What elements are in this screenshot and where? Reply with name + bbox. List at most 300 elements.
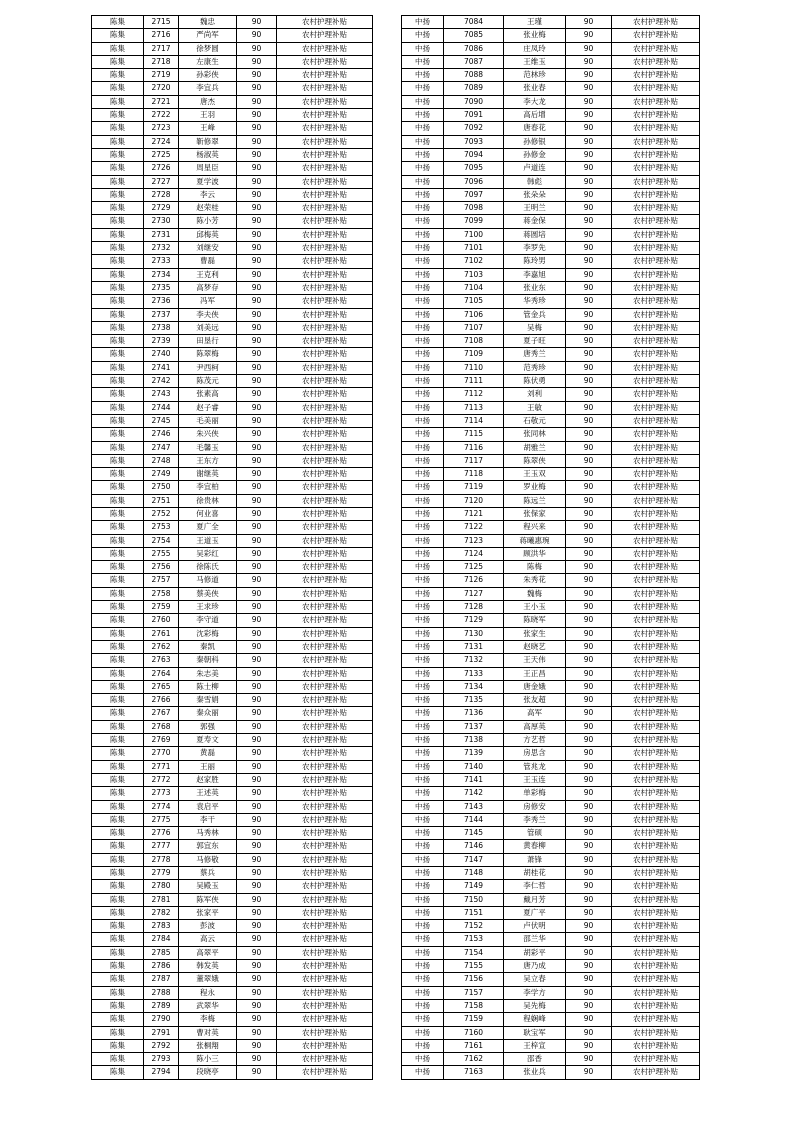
amount-cell: 90 (566, 734, 612, 747)
town-cell: 陈集 (92, 228, 144, 241)
subsidy-cell: 农村护理补贴 (277, 999, 373, 1012)
id-cell: 7098 (444, 202, 504, 215)
id-cell: 2716 (144, 29, 179, 42)
id-cell: 7159 (444, 1013, 504, 1026)
name-cell: 李梅 (179, 1013, 237, 1026)
town-cell: 中扬 (402, 335, 444, 348)
town-cell: 中扬 (402, 122, 444, 135)
table-row (402, 281, 700, 294)
subsidy-cell: 农村护理补贴 (612, 827, 700, 840)
town-cell: 中扬 (402, 800, 444, 813)
id-cell: 2745 (144, 414, 179, 427)
subsidy-cell: 农村护理补贴 (277, 414, 373, 427)
amount-cell: 90 (566, 787, 612, 800)
table-row (402, 428, 700, 441)
subsidy-cell: 农村护理补贴 (277, 268, 373, 281)
town-cell: 中扬 (402, 428, 444, 441)
table-row (92, 1026, 373, 1039)
amount-cell: 90 (566, 694, 612, 707)
table-row (92, 547, 373, 560)
id-cell: 7111 (444, 375, 504, 388)
id-cell: 2791 (144, 1026, 179, 1039)
table-row (92, 507, 373, 520)
town-cell: 陈集 (92, 561, 144, 574)
subsidy-cell: 农村护理补贴 (277, 215, 373, 228)
subsidy-cell: 农村护理补贴 (612, 1053, 700, 1066)
subsidy-cell: 农村护理补贴 (612, 880, 700, 893)
amount-cell: 90 (237, 640, 277, 653)
town-cell: 陈集 (92, 135, 144, 148)
subsidy-cell: 农村护理补贴 (612, 42, 700, 55)
name-cell: 张素高 (179, 388, 237, 401)
id-cell: 7125 (444, 561, 504, 574)
table-row (402, 694, 700, 707)
name-cell: 吴立春 (504, 973, 566, 986)
town-cell: 陈集 (92, 667, 144, 680)
name-cell: 周星臣 (179, 162, 237, 175)
amount-cell: 90 (237, 135, 277, 148)
id-cell: 7129 (444, 614, 504, 627)
subsidy-cell: 农村护理补贴 (277, 521, 373, 534)
id-cell: 2774 (144, 800, 179, 813)
town-cell: 中扬 (402, 1039, 444, 1052)
id-cell: 2737 (144, 308, 179, 321)
subsidy-cell: 农村护理补贴 (612, 188, 700, 201)
id-cell: 2718 (144, 55, 179, 68)
name-cell: 吴彩红 (179, 547, 237, 560)
amount-cell: 90 (566, 840, 612, 853)
town-cell: 中扬 (402, 920, 444, 933)
town-cell: 中扬 (402, 773, 444, 786)
table-row (402, 228, 700, 241)
amount-cell: 90 (566, 960, 612, 973)
amount-cell: 90 (566, 388, 612, 401)
name-cell: 陈玲男 (504, 255, 566, 268)
name-cell: 冯军 (179, 295, 237, 308)
name-cell: 武翠华 (179, 999, 237, 1012)
subsidy-cell: 农村护理补贴 (612, 441, 700, 454)
table-row (92, 986, 373, 999)
town-cell: 陈集 (92, 348, 144, 361)
town-cell: 陈集 (92, 335, 144, 348)
id-cell: 2785 (144, 946, 179, 959)
subsidy-cell: 农村护理补贴 (277, 148, 373, 161)
town-cell: 陈集 (92, 202, 144, 215)
table-row (92, 135, 373, 148)
table-row (402, 454, 700, 467)
subsidy-cell: 农村护理补贴 (277, 1013, 373, 1026)
subsidy-cell: 农村护理补贴 (277, 601, 373, 614)
name-cell: 陈翠梅 (179, 348, 237, 361)
subsidy-cell: 农村护理补贴 (277, 82, 373, 95)
name-cell: 刘利 (504, 388, 566, 401)
amount-cell: 90 (566, 55, 612, 68)
subsidy-cell: 农村护理补贴 (277, 734, 373, 747)
table-row (92, 428, 373, 441)
name-cell: 卢道连 (504, 162, 566, 175)
town-cell: 中扬 (402, 95, 444, 108)
subsidy-cell: 农村护理补贴 (277, 827, 373, 840)
subsidy-cell: 农村护理补贴 (612, 228, 700, 241)
name-cell: 王明兰 (504, 202, 566, 215)
amount-cell: 90 (237, 494, 277, 507)
subsidy-cell: 农村护理补贴 (612, 335, 700, 348)
name-cell: 程兴来 (504, 521, 566, 534)
name-cell: 王小玉 (504, 601, 566, 614)
town-cell: 陈集 (92, 468, 144, 481)
amount-cell: 90 (237, 148, 277, 161)
id-cell: 2722 (144, 109, 179, 122)
id-cell: 7147 (444, 853, 504, 866)
name-cell: 尹西柯 (179, 361, 237, 374)
table-row (402, 69, 700, 82)
table-row (92, 481, 373, 494)
amount-cell: 90 (237, 867, 277, 880)
town-cell: 陈集 (92, 720, 144, 733)
subsidy-cell: 农村护理补贴 (277, 534, 373, 547)
amount-cell: 90 (566, 920, 612, 933)
name-cell: 夏广全 (179, 521, 237, 534)
id-cell: 7163 (444, 1066, 504, 1079)
amount-cell: 90 (237, 827, 277, 840)
table-row (402, 481, 700, 494)
amount-cell: 90 (566, 827, 612, 840)
name-cell: 蔡兵 (179, 867, 237, 880)
amount-cell: 90 (237, 109, 277, 122)
amount-cell: 90 (237, 388, 277, 401)
amount-cell: 90 (237, 188, 277, 201)
table-row (92, 667, 373, 680)
amount-cell: 90 (237, 82, 277, 95)
id-cell: 2757 (144, 574, 179, 587)
name-cell: 顾洪华 (504, 547, 566, 560)
id-cell: 2724 (144, 135, 179, 148)
town-cell: 陈集 (92, 521, 144, 534)
name-cell: 韩彪 (504, 175, 566, 188)
table-row (402, 787, 700, 800)
subsidy-cell: 农村护理补贴 (612, 999, 700, 1012)
name-cell: 庄凤玲 (504, 42, 566, 55)
id-cell: 7096 (444, 175, 504, 188)
id-cell: 2779 (144, 867, 179, 880)
id-cell: 7157 (444, 986, 504, 999)
town-cell: 陈集 (92, 973, 144, 986)
subsidy-cell: 农村护理补贴 (612, 1013, 700, 1026)
table-row (402, 640, 700, 653)
subsidy-cell: 农村护理补贴 (277, 960, 373, 973)
id-cell: 7089 (444, 82, 504, 95)
town-cell: 陈集 (92, 654, 144, 667)
id-cell: 7113 (444, 401, 504, 414)
id-cell: 2732 (144, 242, 179, 255)
table-row (92, 534, 373, 547)
town-cell: 中扬 (402, 640, 444, 653)
table-row (92, 760, 373, 773)
table-row (402, 335, 700, 348)
table-row (92, 42, 373, 55)
town-cell: 陈集 (92, 55, 144, 68)
subsidy-cell: 农村护理补贴 (277, 640, 373, 653)
amount-cell: 90 (237, 175, 277, 188)
name-cell: 董翠娥 (179, 973, 237, 986)
subsidy-cell: 农村护理补贴 (612, 255, 700, 268)
amount-cell: 90 (237, 853, 277, 866)
name-cell: 耿宝军 (504, 1026, 566, 1039)
subsidy-cell: 农村护理补贴 (277, 800, 373, 813)
table-row (92, 787, 373, 800)
id-cell: 7132 (444, 654, 504, 667)
id-cell: 7124 (444, 547, 504, 560)
table-row (92, 82, 373, 95)
id-cell: 7140 (444, 760, 504, 773)
name-cell: 邱梅英 (179, 228, 237, 241)
amount-cell: 90 (566, 175, 612, 188)
table-row (402, 654, 700, 667)
table-row (92, 1013, 373, 1026)
id-cell: 2760 (144, 614, 179, 627)
name-cell: 方艺哲 (504, 734, 566, 747)
subsidy-cell: 农村护理补贴 (612, 29, 700, 42)
table-row (92, 388, 373, 401)
id-cell: 2766 (144, 694, 179, 707)
id-cell: 7155 (444, 960, 504, 973)
town-cell: 陈集 (92, 242, 144, 255)
town-cell: 陈集 (92, 587, 144, 600)
table-row (402, 255, 700, 268)
id-cell: 7084 (444, 16, 504, 29)
amount-cell: 90 (237, 428, 277, 441)
id-cell: 2792 (144, 1039, 179, 1052)
amount-cell: 90 (566, 946, 612, 959)
name-cell: 马秀林 (179, 827, 237, 840)
name-cell: 李罗先 (504, 242, 566, 255)
subsidy-cell: 农村护理补贴 (612, 547, 700, 560)
name-cell: 田垦行 (179, 335, 237, 348)
name-cell: 刘继安 (179, 242, 237, 255)
amount-cell: 90 (237, 680, 277, 693)
town-cell: 陈集 (92, 375, 144, 388)
table-row (92, 414, 373, 427)
name-cell: 李干 (179, 813, 237, 826)
town-cell: 陈集 (92, 1066, 144, 1079)
id-cell: 7117 (444, 454, 504, 467)
table-row (92, 109, 373, 122)
town-cell: 陈集 (92, 428, 144, 441)
name-cell: 胡桂花 (504, 867, 566, 880)
id-cell: 2778 (144, 853, 179, 866)
subsidy-cell: 农村护理补贴 (612, 561, 700, 574)
amount-cell: 90 (566, 999, 612, 1012)
town-cell: 陈集 (92, 787, 144, 800)
town-cell: 中扬 (402, 627, 444, 640)
id-cell: 2741 (144, 361, 179, 374)
id-cell: 7158 (444, 999, 504, 1012)
subsidy-cell: 农村护理补贴 (612, 946, 700, 959)
name-cell: 刘美远 (179, 321, 237, 334)
amount-cell: 90 (566, 654, 612, 667)
id-cell: 2759 (144, 601, 179, 614)
amount-cell: 90 (566, 720, 612, 733)
id-cell: 7131 (444, 640, 504, 653)
name-cell: 唐杰 (179, 95, 237, 108)
table-row (402, 95, 700, 108)
amount-cell: 90 (237, 601, 277, 614)
subsidy-cell: 农村护理补贴 (612, 69, 700, 82)
town-cell: 陈集 (92, 388, 144, 401)
amount-cell: 90 (566, 242, 612, 255)
amount-cell: 90 (566, 680, 612, 693)
id-cell: 2750 (144, 481, 179, 494)
table-row (402, 946, 700, 959)
town-cell: 陈集 (92, 547, 144, 560)
subsidy-cell: 农村护理补贴 (612, 55, 700, 68)
name-cell: 靳修翠 (179, 135, 237, 148)
amount-cell: 90 (237, 561, 277, 574)
town-cell: 中扬 (402, 587, 444, 600)
town-cell: 中扬 (402, 960, 444, 973)
amount-cell: 90 (566, 1066, 612, 1079)
town-cell: 中扬 (402, 601, 444, 614)
name-cell: 王克利 (179, 268, 237, 281)
amount-cell: 90 (566, 215, 612, 228)
subsidy-cell: 农村护理补贴 (277, 175, 373, 188)
amount-cell: 90 (566, 228, 612, 241)
table-row (92, 960, 373, 973)
town-cell: 陈集 (92, 454, 144, 467)
name-cell: 黄磊 (179, 747, 237, 760)
table-row (92, 1039, 373, 1052)
table-row (92, 933, 373, 946)
id-cell: 7104 (444, 281, 504, 294)
table-row (92, 627, 373, 640)
town-cell: 陈集 (92, 295, 144, 308)
name-cell: 管兆龙 (504, 760, 566, 773)
name-cell: 陈梅 (504, 561, 566, 574)
subsidy-cell: 农村护理补贴 (612, 162, 700, 175)
subsidy-cell: 农村护理补贴 (277, 29, 373, 42)
amount-cell: 90 (237, 308, 277, 321)
table-row (402, 1039, 700, 1052)
id-cell: 7126 (444, 574, 504, 587)
name-cell: 陈晓军 (504, 614, 566, 627)
table-row (402, 999, 700, 1012)
amount-cell: 90 (566, 361, 612, 374)
table-row (92, 401, 373, 414)
name-cell: 吴梅 (504, 321, 566, 334)
id-cell: 2767 (144, 707, 179, 720)
town-cell: 中扬 (402, 906, 444, 919)
subsidy-cell: 农村护理补贴 (277, 481, 373, 494)
table-row (92, 893, 373, 906)
name-cell: 段晓亭 (179, 1066, 237, 1079)
amount-cell: 90 (237, 813, 277, 826)
id-cell: 7143 (444, 800, 504, 813)
town-cell: 中扬 (402, 55, 444, 68)
town-cell: 中扬 (402, 308, 444, 321)
name-cell: 袁启平 (179, 800, 237, 813)
table-row (402, 375, 700, 388)
table-row (402, 29, 700, 42)
subsidy-cell: 农村护理补贴 (612, 521, 700, 534)
amount-cell: 90 (237, 255, 277, 268)
table-row (92, 707, 373, 720)
id-cell: 2726 (144, 162, 179, 175)
name-cell: 陈伏勇 (504, 375, 566, 388)
table-row (402, 148, 700, 161)
subsidy-cell: 农村护理补贴 (612, 694, 700, 707)
subsidy-cell: 农村护理补贴 (612, 627, 700, 640)
amount-cell: 90 (566, 308, 612, 321)
subsidy-cell: 农村护理补贴 (612, 481, 700, 494)
id-cell: 2783 (144, 920, 179, 933)
subsidy-cell: 农村护理补贴 (612, 813, 700, 826)
id-cell: 2773 (144, 787, 179, 800)
subsidy-cell: 农村护理补贴 (612, 800, 700, 813)
amount-cell: 90 (566, 893, 612, 906)
table-row (92, 148, 373, 161)
id-cell: 2768 (144, 720, 179, 733)
subsidy-cell: 农村护理补贴 (277, 202, 373, 215)
subsidy-cell: 农村护理补贴 (612, 707, 700, 720)
amount-cell: 90 (237, 999, 277, 1012)
subsidy-cell: 农村护理补贴 (612, 494, 700, 507)
table-row (92, 561, 373, 574)
table-row (402, 295, 700, 308)
id-cell: 2782 (144, 906, 179, 919)
amount-cell: 90 (237, 973, 277, 986)
name-cell: 石敬元 (504, 414, 566, 427)
amount-cell: 90 (566, 255, 612, 268)
town-cell: 陈集 (92, 747, 144, 760)
subsidy-cell: 农村护理补贴 (277, 401, 373, 414)
amount-cell: 90 (566, 202, 612, 215)
subsidy-cell: 农村护理补贴 (277, 561, 373, 574)
subsidy-cell: 农村护理补贴 (612, 906, 700, 919)
subsidy-cell: 农村护理补贴 (277, 627, 373, 640)
table-row (92, 228, 373, 241)
id-cell: 2746 (144, 428, 179, 441)
subsidy-cell: 农村护理补贴 (612, 574, 700, 587)
table-row (402, 188, 700, 201)
town-cell: 中扬 (402, 468, 444, 481)
name-cell: 吴先梅 (504, 999, 566, 1012)
name-cell: 徐贵林 (179, 494, 237, 507)
id-cell: 7154 (444, 946, 504, 959)
id-cell: 2786 (144, 960, 179, 973)
town-cell: 中扬 (402, 255, 444, 268)
amount-cell: 90 (566, 747, 612, 760)
subsidy-cell: 农村护理补贴 (612, 388, 700, 401)
town-cell: 陈集 (92, 162, 144, 175)
subsidy-cell: 农村护理补贴 (612, 82, 700, 95)
town-cell: 中扬 (402, 1053, 444, 1066)
name-cell: 秦众丽 (179, 707, 237, 720)
table-row (402, 840, 700, 853)
id-cell: 7153 (444, 933, 504, 946)
id-cell: 7090 (444, 95, 504, 108)
name-cell: 李学方 (504, 986, 566, 999)
amount-cell: 90 (566, 813, 612, 826)
id-cell: 7121 (444, 507, 504, 520)
amount-cell: 90 (566, 614, 612, 627)
subsidy-cell: 农村护理补贴 (612, 242, 700, 255)
amount-cell: 90 (237, 281, 277, 294)
town-cell: 中扬 (402, 481, 444, 494)
amount-cell: 90 (237, 321, 277, 334)
subsidy-cell: 农村护理补贴 (277, 361, 373, 374)
town-cell: 陈集 (92, 507, 144, 520)
town-cell: 陈集 (92, 308, 144, 321)
